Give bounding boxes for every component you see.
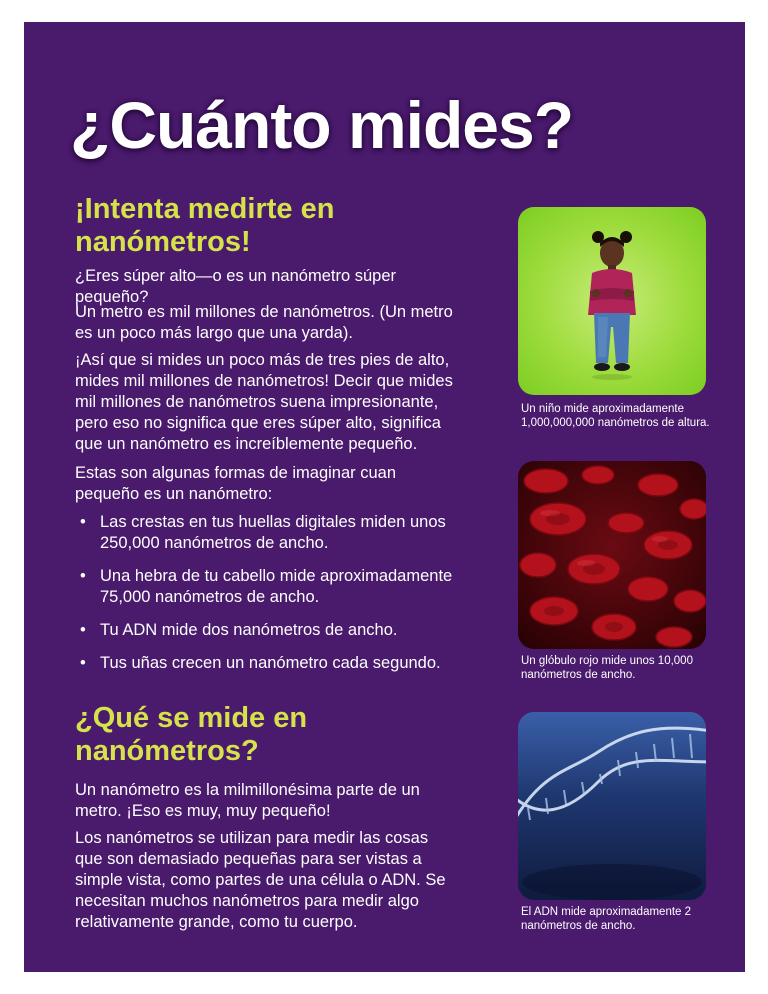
page-title: ¿Cuánto mides? xyxy=(70,88,574,162)
list-item: • Tus uñas crecen un nanómetro cada segundo. xyxy=(75,653,465,674)
dna-helix-photo xyxy=(518,712,706,900)
nanometer-examples-list xyxy=(75,512,465,686)
section1-paragraph-3: ¡Así que si mides un poco más de tres pies de alto, mides mil millones de nanómetros! Decir que mides mil millones de nanómetros suena impresionante, pero eso no significa que eres súper alto, significa que un nanómetro es increíblemente pequeño. xyxy=(75,351,453,453)
section1-paragraph-2: Un metro es mil millones de nanómetros. (Un metro es un poco más largo que una yarda). xyxy=(75,303,453,342)
section2-paragraph-1: Un nanómetro es la milmillonésima parte de un metro. ¡Eso es muy, muy pequeño! xyxy=(75,781,420,820)
section1-paragraph-4: Estas son algunas formas de imaginar cuan pequeño es un nanómetro: xyxy=(75,464,397,503)
section1-paragraph-1: ¿Eres súper alto—o es un nanómetro súper pequeño? xyxy=(75,267,397,306)
section2-paragraph-2: Los nanómetros se utilizan para medir las cosas que son demasiado pequeñas para ser vistas a simple vista, como partes de una célula o ADN. Se necesitan muchos nanómetros para medir algo relativamente grande, como tu cuerpo. xyxy=(75,829,446,931)
child-photo-caption: Un niño mide aproximadamente 1,000,000,000 nanómetros de altura. xyxy=(521,403,710,429)
list-item: • Tu ADN mide dos nanómetros de ancho. xyxy=(75,620,465,641)
red-blood-cell-caption: Un glóbulo rojo mide unos 10,000 nanómetros de ancho. xyxy=(521,655,693,681)
list-item: • Una hebra de tu cabello mide aproximadamente 75,000 nanómetros de ancho. xyxy=(75,566,465,608)
section1-heading: ¡Intenta medirte en nanómetros! xyxy=(75,193,335,258)
child-photo xyxy=(518,207,706,395)
red-blood-cells-photo xyxy=(518,461,706,649)
list-item: • Las crestas en tus huellas digitales miden unos 250,000 nanómetros de ancho. xyxy=(75,512,465,554)
section2-heading: ¿Qué se mide en nanómetros? xyxy=(75,702,308,767)
dna-caption: El ADN mide aproximadamente 2 nanómetros de ancho. xyxy=(521,906,692,932)
